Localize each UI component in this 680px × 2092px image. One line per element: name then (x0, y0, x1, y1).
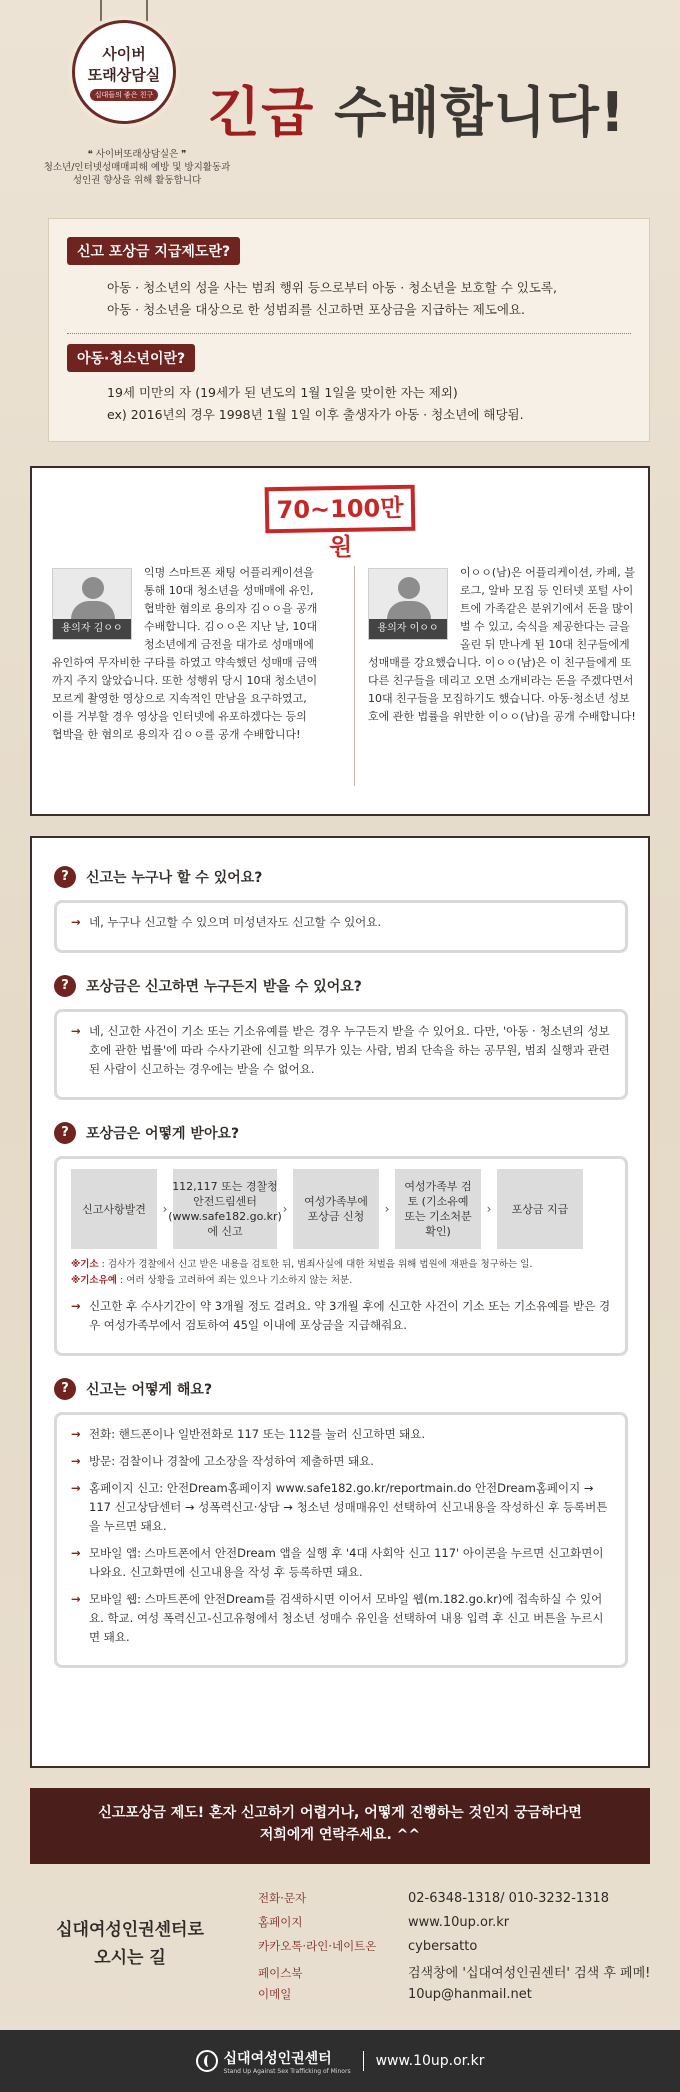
contact-heading (40, 1916, 220, 1972)
contact-value: 02-6348-1318/ 010-3232-1318 (408, 1891, 609, 1906)
banner-line1: 신고포상금 제도! 혼자 신고하기 어렵거나, 어떻게 진행하는 것인지 궁금하다면 (98, 1805, 582, 1821)
case-2 (368, 564, 636, 726)
faq-a3-text: 신고한 후 수사기간이 약 3개월 정도 걸려요. 약 3개월 후에 신고한 사건이 기소 또는 기소유예를 받은 경우 여성가족부에서 검토하여 45일 이내에 포상금을 지급해줘요. (89, 1299, 611, 1332)
faq-a1-text: 네, 누구나 신고할 수 있으며 미성년자도 신고할 수 있어요. (89, 915, 382, 929)
question-icon: ? (54, 1378, 76, 1400)
case-1-text: 익명 스마트폰 채팅 어플리케이션을 통해 10대 청소년을 성매매에 유인, 협박한 혐의로 용의자 김ㅇㅇ을 공개 수배합니다. 김ㅇㅇ은 지난 날, 10대 청소년에게 금전을 대가로 성매매에 유인하여 무자비한 구타를 하였고 약속했던 성매매 금액까지 주지 않았습니다. 또한 성행위 당시 10대 청소년이 모르게 촬영한 영상으로 지속적인 만남을 요구하였고, 이를 거부할 경우 영상을 인터넷에 유포하겠다는 등의 협박을 한 혐의로 용의자 김ㅇㅇ를 공개 수배합니다! (52, 566, 318, 741)
arrow-icon: → (71, 915, 81, 929)
title-red: 긴급 (208, 81, 315, 144)
faq-q4 (54, 1378, 628, 1400)
arrow-icon: → (71, 1024, 81, 1038)
footer-url[interactable]: www.10up.or.kr (375, 2053, 485, 2069)
report-method-mobile-web (71, 1590, 611, 1647)
contact-value[interactable]: 10up@hanmail.net (408, 1987, 532, 2002)
faq-q2 (54, 975, 628, 997)
flow-step-3: 여성가족부에 포상금 신청 (293, 1169, 379, 1249)
footer-logo (196, 2048, 351, 2075)
arrow-icon: → (71, 1546, 81, 1560)
contact-key: 카카오톡·라인·네이트온 (258, 1939, 377, 1953)
faq-q2-text: 포상금은 신고하면 누구든지 받을 수 있어요? (86, 979, 362, 995)
note-suspension (71, 1273, 611, 1289)
contact-value[interactable]: www.10up.or.kr (408, 1915, 510, 1930)
desc-line1: ❝ 사이버또래상담실은 ❞ (87, 149, 187, 160)
faq-a3 (54, 1156, 628, 1356)
contact-key: 홈페이지 (258, 1915, 303, 1929)
note-2-text: : 여러 상황을 고려하여 죄는 있으나 기소하지 않는 처분. (116, 1275, 353, 1286)
header (0, 0, 680, 205)
case-2-text: 이ㅇㅇ(남)은 어플리케이션, 카페, 블로그, 알바 모집 등 인터넷 포털 사이트에 가족같은 분위기에서 돈을 많이 벌 수 있고, 숙식을 제공한다는 글을 올린 뒤 만나게 된 10대 친구들에게 성매매를 강요했습니다. 이ㅇㅇ(남)은 이 친구들에게 또 다른 친구들을 데리고 오면 소개비라는 돈을 주겠다면서 10대 친구들을 모집하기도 했습니다. 아동·청소년 성보호에 관한 법률을 위반한 이ㅇㅇ(남)을 공개 수배합니다! (368, 566, 636, 723)
arrow-icon: → (71, 1454, 81, 1468)
info-panel (48, 218, 650, 442)
contact-value: cybersatto (408, 1939, 478, 1954)
info-tag-youth: 아동·청소년이란? (67, 344, 195, 372)
hanger-line-left (100, 0, 102, 24)
note-1-key: ※기소 (71, 1259, 99, 1270)
faq-a1 (54, 900, 628, 953)
faq-a3-line (71, 1297, 611, 1335)
avatar-suspect-2 (368, 568, 448, 640)
flow-step-2: 112,117 또는 경찰청 안전드림센터 (www.safe182.go.kr)에 신고 (173, 1169, 277, 1249)
chevron-right-icon: › (282, 1201, 288, 1216)
person-body-icon (71, 601, 115, 619)
report-method-text: 방문: 검찰이나 경찰에 고소장을 작성하여 제출하면 돼요. (89, 1454, 374, 1468)
wanted-panel (30, 466, 650, 816)
sign-line1: 사이버 (102, 45, 146, 63)
faq-q1-text: 신고는 누구나 할 수 있어요? (86, 870, 263, 886)
info-a2-line1: 19세 미만의 자 (19세가 된 년도의 1월 1일을 맞이한 자는 제외) (107, 385, 458, 400)
contact-row-facebook (258, 1962, 650, 1981)
sign-sub: 십대들의 좋은 친구 (90, 89, 159, 101)
faq-panel (30, 836, 650, 1768)
faq-a4 (54, 1412, 628, 1668)
dotted-divider (67, 333, 631, 334)
report-method-text: 홈페이지 신고: 안전Dream홈페이지 www.safe182.go.kr/reportmain.do 안전Dream홈페이지 → 117 신고상담센터 → 성폭력신고·상담 → 청소년 성매매유인 선택하여 신고내용을 작성하신 후 등록버튼을 누르면 돼요. (89, 1481, 608, 1533)
faq-q3 (54, 1122, 628, 1144)
footer-separator (363, 2051, 364, 2071)
footer-org (224, 2048, 351, 2075)
person-head-icon (82, 577, 104, 599)
desc-line2: 청소년/인터넷성매매피해 예방 및 방지활동과 (43, 162, 231, 173)
column-divider (354, 566, 355, 786)
case-1 (52, 564, 320, 744)
footer-org-sub: Stand Up Against Sex Trafficking of Minors (223, 2067, 351, 2075)
info-a2-line2: ex) 2016년의 경우 1998년 1월 1일 이후 출생자가 아동 · 청소년에 해당됨. (107, 407, 524, 422)
contact-row-email (258, 1986, 532, 2002)
faq-q1 (54, 866, 628, 888)
faq-a2 (54, 1009, 628, 1100)
hanger-line-right (146, 0, 148, 24)
arrow-icon: → (71, 1592, 81, 1606)
report-method-phone (71, 1425, 611, 1444)
report-method-app (71, 1544, 611, 1582)
footer-org-name: 십대여성인권센터 (223, 2050, 332, 2067)
arrow-icon: → (71, 1481, 81, 1495)
note-prosecution (71, 1257, 611, 1273)
report-method-text: 전화: 핸드폰이나 일반전화로 117 또는 112를 눌러 신고하면 돼요. (89, 1427, 426, 1441)
contact-row-homepage (258, 1914, 509, 1930)
contact-row-phone (258, 1890, 609, 1906)
page-title (208, 70, 626, 147)
chevron-right-icon: › (384, 1201, 390, 1216)
report-method-text: 모바일 웹: 스마트폰에 안전Dream를 검색하시면 이어서 모바일 웹(m.182.go.kr)에 접속하실 수 있어요. 학교. 여성 폭력신고-신고유형에서 청소년 성매수 유인을 선택하여 내용 입력 후 신고 버튼을 누르시면 돼요. (89, 1592, 604, 1644)
avatar-suspect-1 (52, 568, 132, 640)
contact-heading-line1: 십대여성인권센터로 (56, 1920, 204, 1940)
contact-heading-line2: 오시는 길 (94, 1948, 166, 1968)
note-2-key: ※기소유예 (71, 1275, 117, 1286)
flow-step-4: 여성가족부 검토 (기소유예 또는 기소처분 확인) (395, 1169, 481, 1249)
contact-section (0, 1878, 680, 2028)
logo-sign (72, 20, 176, 124)
flow-step-5: 포상금 지급 (497, 1169, 583, 1249)
info-a1-line2: 아동 · 청소년을 대상으로 한 성범죄를 신고하면 포상금을 지급하는 제도에요. (107, 302, 526, 317)
suspect-1-label: 용의자 김ㅇㅇ (53, 619, 131, 639)
footer (0, 2030, 680, 2092)
faq-a2-text: 네, 신고한 사건이 기소 또는 기소유예를 받은 경우 누구든지 받을 수 있어요. 다만, '아동 · 청소년의 성보호에 관한 법률'에 따라 수사기관에 신고할 의무가 있는 사람, 범죄 단속을 하는 공무원, 범죄 실행과 관련된 사람이 신고하는 경우에는 받을 수 없어요. (89, 1024, 610, 1076)
contact-row-messenger (258, 1938, 477, 1954)
flow-step-1: 신고사항발견 (71, 1169, 157, 1249)
faq-q4-text: 신고는 어떻게 해요? (86, 1382, 213, 1398)
suspect-2-label: 용의자 이ㅇㅇ (369, 619, 447, 639)
chevron-right-icon: › (486, 1201, 492, 1216)
title-dark: 수배합니다! (334, 81, 626, 144)
chevron-right-icon: › (162, 1201, 168, 1216)
contact-key: 전화·문자 (258, 1891, 307, 1905)
question-icon: ? (54, 975, 76, 997)
contact-banner (30, 1788, 650, 1864)
question-icon: ? (54, 866, 76, 888)
info-a1-line1: 아동 · 청소년의 성을 사는 범죄 행위 등으로부터 아동 · 청소년을 보호할 수 있도록, (107, 280, 557, 295)
contact-value: 검색창에 '십대여성인권센터' 검색 후 페메! (408, 1966, 651, 1981)
contact-key: 이메일 (258, 1987, 292, 2001)
org-logo-icon (196, 2050, 218, 2072)
process-flow (71, 1169, 611, 1249)
report-method-homepage (71, 1479, 611, 1536)
note-1-text: : 검사가 경찰에서 신고 받은 내용을 검토한 뒤, 범죄사실에 대한 처벌을 위해 법원에 재판을 청구하는 일. (98, 1259, 533, 1270)
sign-line2: 또래상담실 (87, 66, 161, 84)
person-head-icon (398, 577, 420, 599)
contact-key: 페이스북 (258, 1966, 303, 1980)
header-description (24, 148, 250, 187)
report-method-visit (71, 1452, 611, 1471)
reward-stamp: 70~100만원 (265, 485, 416, 534)
info-tag-reward: 신고 포상금 지급제도란? (67, 237, 240, 265)
report-method-text: 모바일 앱: 스마트폰에서 안전Dream 앱을 실행 후 '4대 사회악 신고 117' 아이콘을 누르면 신고화면이 나와요. 신고화면에 신고내용을 작성 후 등록하면 돼요. (89, 1546, 604, 1579)
arrow-icon: → (71, 1427, 81, 1441)
arrow-icon: → (71, 1299, 81, 1313)
person-body-icon (387, 601, 431, 619)
faq-q3-text: 포상금은 어떻게 받아요? (86, 1126, 240, 1142)
question-icon: ? (54, 1122, 76, 1144)
desc-line3: 성인권 향상을 위해 활동합니다 (72, 175, 202, 186)
banner-line2: 저희에게 연락주세요. ^^ (259, 1827, 421, 1843)
